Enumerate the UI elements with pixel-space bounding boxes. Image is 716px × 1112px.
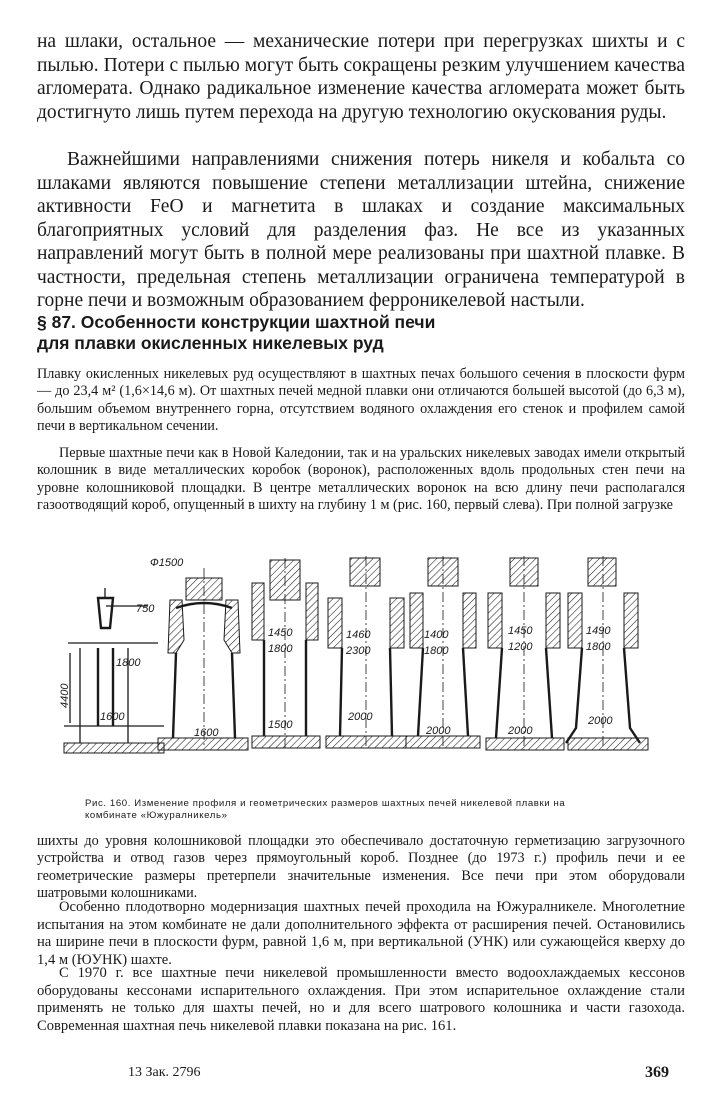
label-p5-bot: 2000 (426, 725, 451, 737)
label-750: 750 (136, 603, 155, 615)
label-4400: 4400 (59, 683, 71, 708)
paragraph-5: шихты до уровня колошниковой площадки это обеспечивало достаточную герметизацию загрузочного устройства и отвод газов через прямоугольный короб. Позднее (до 1973 г.) профиль печи и ее геометрические размеры претерпели значительные изменения. Все печи при этом оборудовали шатровыми колошниками. (37, 833, 685, 901)
section-heading (37, 312, 685, 354)
label-p6-mid: 1200 (508, 641, 533, 653)
paragraph-4: Первые шахтные печи как в Новой Каледонии, так и на уральских никелевых заводах имели открытый колошник в виде металлических коробок (воронок), расположенных вдоль продольных стен печи на уровне колошниковой площадки. В центре металлических воронок на всю длину печи располагался газоотводящий короб, опущенный в шихту на глубину 1 м (рис. 160, первый слева). При полной загрузке (37, 445, 685, 513)
section-heading-line-1: § 87. Особенности конструкции шахтной печи (37, 312, 436, 332)
label-p4-mid: 2300 (346, 645, 371, 657)
print-order-mark: 13 Зак. 2796 (128, 1065, 201, 1080)
label-p1-1800: 1800 (116, 657, 141, 669)
figure-caption-line-1: Рис. 160. Изменение профиля и геометрических размеров шахтных печей никелевой плавки на (85, 798, 566, 809)
label-p1-1600: 1600 (100, 711, 125, 723)
page-number: 369 (645, 1064, 669, 1081)
label-p4-top: 1460 (346, 629, 371, 641)
label-p5-top: 1400 (424, 629, 449, 641)
label-p7-bot: 2000 (588, 715, 613, 727)
label-p7-top: 1490 (586, 625, 611, 637)
label-p5-mid: 1800 (424, 645, 449, 657)
label-d1500: Ф1500 (150, 557, 184, 569)
furnace-profile-6 (486, 556, 564, 750)
label-p6-bot: 2000 (508, 725, 533, 737)
furnace-profile-2 (158, 568, 248, 750)
furnace-profiles-figure (58, 548, 658, 780)
label-p3-bot: 1500 (268, 719, 293, 731)
section-heading-line-2: для плавки окисленных никелевых руд (37, 333, 384, 353)
paragraph-6: Особенно плодотворно модернизация шахтных печей проходила на Южуралникеле. Многолетние испытания на этом комбинате не дали дополнительного эффекта от расширения печей. Остановились на ширине печи в плоскости фурм, равной 1,6 м, при вертикальной (УНК) или сужающейся кверху до 1,4 м (ЮУНК) шахте. (37, 899, 685, 968)
paragraph-3: Плавку окисленных никелевых руд осуществляют в шахтных печах большого сечения в плоскости фурм — до 23,4 м² (1,6×14,6 м). От шахтных печей медной плавки они отличаются большей высотой (до 6,3 м), большим объемом внутреннего горна, отсутствием водяного охлаждения его стенок и профилем самой печи в вертикальном сечении. (37, 366, 685, 434)
label-p7-mid: 1800 (586, 641, 611, 653)
figure-caption (85, 798, 685, 822)
paragraph-7: С 1970 г. все шахтные печи никелевой промышленности вместо водоохлаждаемых кессонов оборудованы кессонами испарительного охлаждения. При этом испарительное охлаждение стали применять не только для шахты печей, но и для всего шатрового колошника и части газохода. Современная шахтная печь никелевой плавки показана на рис. 161. (37, 965, 685, 1034)
label-p3-mid: 1800 (268, 643, 293, 655)
figure-caption-line-2: комбинате «Южуралникель» (85, 810, 228, 821)
paragraph-1: на шлаки, остальное — механические потери при перегрузках шихты и с пылью. Потери с пылью могут быть сокращены резким улучшением качества агломерата. Однако радикальное изменение качества агломерата может быть достигнуто лишь путем перехода на другую технологию окускования руды. (37, 31, 685, 123)
paragraph-2: Важнейшими направлениями снижения потерь никеля и кобальта со шлаками являются повышение степени металлизации штейна, снижение активности FeO и магнетита в шлаках и создание максимальных благоприятных условий для разделения фаз. Не все из указанных направлений могут быть в полной мере реализованы при шахтной плавке. В частности, предельная степень металлизации ограничена температурой в горне печи и возможным образованием ферроникелевой настыли. (37, 149, 685, 311)
label-p6-top: 1450 (508, 625, 533, 637)
label-p4-bot: 2000 (348, 711, 373, 723)
label-p3-top: 1450 (268, 627, 293, 639)
label-p2-1600: 1600 (194, 727, 219, 739)
